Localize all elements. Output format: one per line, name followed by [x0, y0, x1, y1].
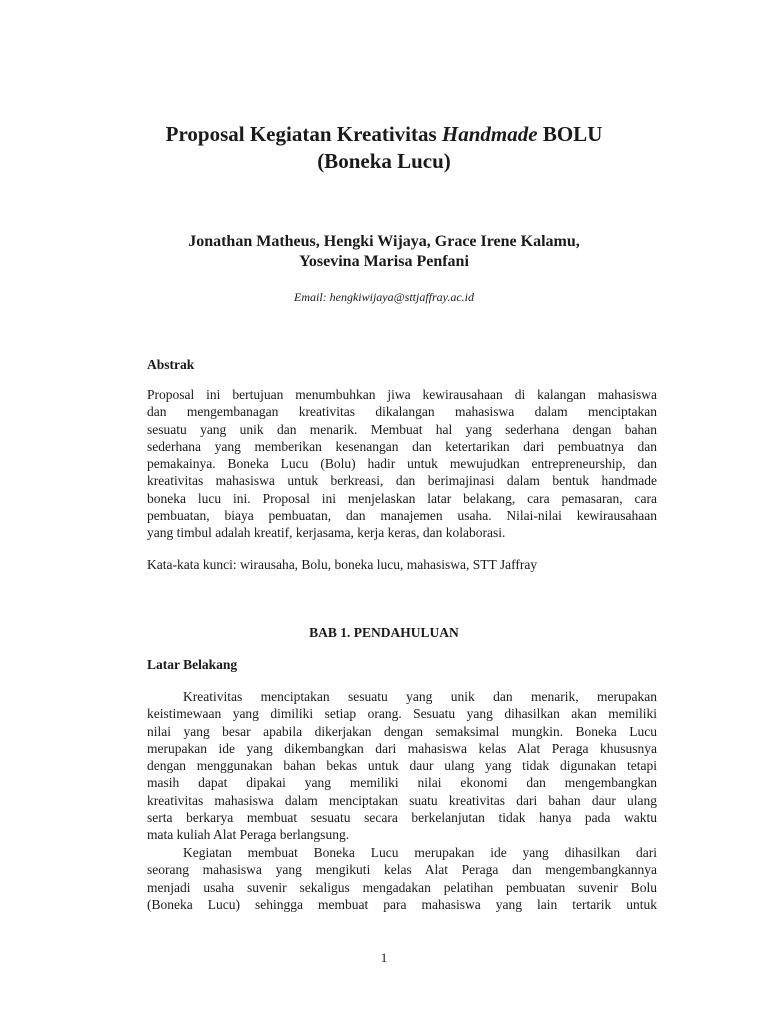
author-list: [100, 232, 668, 272]
title-part-2: BOLU: [537, 122, 603, 146]
abstract-line: dan mengembanagan kreativitas dikalangan mahasiswa dalam menciptakan: [147, 404, 657, 420]
paper-title: [100, 121, 668, 175]
abstract-heading: Abstrak: [147, 357, 195, 372]
abstract-line: pemakainya. Boneka Lucu (Bolu) hadir untuk mewujudkan entrepreneurship, dan: [147, 456, 657, 472]
body-line: dengan menggunakan bahan bekas untuk daur ulang yang tidak digunakan tetapi: [147, 758, 657, 774]
abstract-line: sederhana yang memberikan kesenangan dan ketertarikan dari pembuatnya dan: [147, 438, 657, 454]
body-paragraph-2: [147, 844, 657, 913]
body-line: menjadi usaha suvenir sekaligus mengadakan pelatihan pembuatan suvenir Bolu: [147, 879, 657, 895]
section-heading: Latar Belakang: [147, 657, 238, 672]
body-line: merupakan ide yang dikembangkan dari mahasiswa kelas Alat Peraga khususnya: [147, 740, 657, 756]
body-line: mata kuliah Alat Peraga berlangsung.: [147, 827, 350, 843]
abstract-line: Proposal ini bertujuan menumbuhkan jiwa kewirausahaan di kalangan mahasiswa: [147, 387, 657, 402]
body-line: seorang mahasiswa yang mengikuti kelas Alat Peraga dan mengembangkannya: [147, 862, 657, 878]
abstract-line: pembuatan, biaya pembuatan, dan manajemen usaha. Nilai-nilai kewirausahaan: [147, 508, 657, 524]
title-part-1: Proposal Kegiatan Kreativitas: [165, 122, 442, 146]
abstract-line: kreativitas mahasiswa untuk berkreasi, dan berimajinasi dalam bentuk handmade: [147, 473, 657, 489]
abstract-line: yang timbul adalah kreatif, kerjasama, kerja keras, dan kolaborasi.: [147, 525, 506, 541]
chapter-heading: BAB 1. PENDAHULUAN: [309, 625, 459, 640]
body-line: masih dapat dipakai yang memiliki nilai ekonomi dan mengembangkan: [147, 775, 657, 791]
page-number: 1: [380, 950, 388, 965]
keywords: [147, 556, 657, 573]
abstract-body: [147, 386, 657, 542]
title-line-2: (Boneka Lucu): [317, 149, 451, 173]
authors-line-1: Jonathan Matheus, Hengki Wijaya, Grace Irene Kalamu,: [188, 233, 580, 250]
author-email: Email: hengkiwijaya@sttjaffray.ac.id: [293, 290, 475, 304]
body-line: keistimewaan yang dimiliki setiap orang. Sesuatu yang dihasilkan akan memiliki: [147, 706, 657, 722]
keywords-line: Kata-kata kunci: wirausaha, Bolu, boneka lucu, mahasiswa, STT Jaffray: [147, 557, 538, 572]
body-line: (Boneka Lucu) sehingga membuat para mahasiswa yang lain tertarik untuk: [147, 896, 657, 912]
authors-line-2: Yosevina Marisa Penfani: [299, 253, 469, 270]
abstract-line: boneka lucu ini. Proposal ini menjelaskan latar belakang, cara pemasaran, cara: [147, 490, 657, 506]
body-line: Kegiatan membuat Boneka Lucu merupakan ide yang dihasilkan dari: [183, 845, 657, 860]
abstract-line: sesuatu yang unik dan menarik. Membuat hal yang sederhana dengan bahan: [147, 421, 657, 437]
body-line: Kreativitas menciptakan sesuatu yang unik dan menarik, merupakan: [183, 689, 657, 704]
body-line: kreativitas mahasiswa dalam menciptakan suatu kreativitas dari bahan daur ulang: [147, 792, 657, 808]
body-line: serta berkarya membuat sesuatu secara berkelanjutan tidak hanya pada waktu: [147, 810, 657, 826]
title-italic-word: Handmade: [441, 122, 538, 146]
body-paragraph-1: [147, 688, 657, 844]
body-line: nilai yang besar apabila dikerjakan dengan semaksimal mungkin. Boneka Lucu: [147, 723, 657, 739]
